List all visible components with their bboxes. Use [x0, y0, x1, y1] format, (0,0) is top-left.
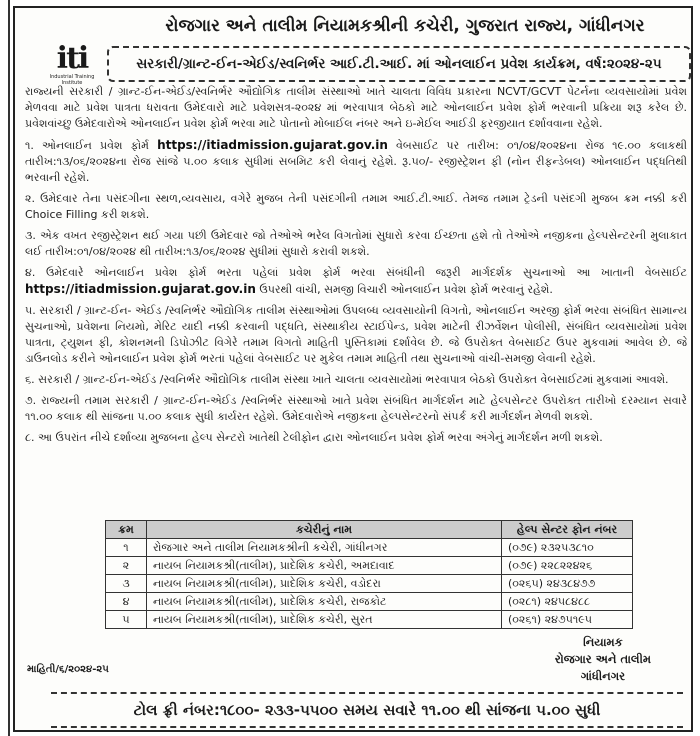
notice-point: [25, 393, 687, 425]
office-cell: નાયબ નિયામકશ્રી(તાલીમ), પ્રાદેશિક કચેરી, અમદાવાદ: [147, 557, 502, 575]
logo-mark: iti: [56, 41, 88, 76]
subtitle: સરકારી/ગ્રાન્ટ-ઈન-એઈડ/સ્વનિર્ભર આઈ.ટી.આઈ. માં ઓનલાઈન પ્રવેશ કાર્યક્રમ, વર્ષ:૨૦૨૪-૨૫: [136, 56, 662, 72]
notice-point: [25, 191, 687, 223]
iti-logo: [39, 41, 105, 86]
col-header-serial: ક્રમ: [106, 521, 147, 539]
office-cell: રોજગાર અને તાલીમ નિયામકશ્રીની કચેરી, ગાંધીનગર: [147, 539, 502, 557]
signature-block: [555, 634, 651, 685]
intro-paragraph: રાજ્યની સરકારી / ગ્રાન્ટ-ઈન-એઈડ/સ્વનિર્ભર ઔદ્યોગિક તાલીમ સંસ્થાઓ ખાતે ચાલતા વિવિધ પ્રકારના NCVT/GCVT પેટર્નના વ્યવસાયોમાં પ્રવેશ મેળવવા માટે પ્રવેશ પાત્રતા ધરાવતા ઉમેદવારો માટે પ્રવેશસત્ર-૨૦૨૪ માં ભરવાપાત્ર બેઠકો માટે ઓનલાઈન પ્રવેશ ફોર્મ ભરવાની પ્રક્રિયા શરૂ કરેલ છે. પ્રવેશવાંચ્છુ ઉમેદવારોએ ઓનલાઈન પ્રવેશ ફોર્મ ભરવા માટે પોતાનો મોબાઈલ નંબર અને ઇ-મેઈલ આઈડી ફરજીયાત દર્શાવવાના રહેશે.: [25, 85, 687, 130]
point-text-cont: વેબસાઈટ પર તારીખ: ૦૧/૦૪/૨૦૨૪ના રોજ ૧૯.૦૦ કલાકથી તારીખ:૧૩/૦૬/૨૦૨૪ના રોજ સાંજે ૫.૦૦ કલાક સુધીમાં સબમિટ કરી લેવાનું રહેશે. રૂ.૫૦/- રજીસ્ટ્રેશન ફી (નોન રીફન્ડેબલ) ઓનલાઈન પદ્ધતિથી ભરવાની રહેશે.: [25, 139, 688, 184]
logo-caption: Industrial Training Institute: [49, 74, 95, 86]
serial-cell: ૧: [106, 539, 147, 557]
serial-cell: ૨: [106, 557, 147, 575]
notice-point: [25, 137, 687, 186]
phone-cell: (૦૭૯) ૨૨૮૨૨૪૨૬: [502, 557, 633, 575]
page-title: રોજગાર અને તાલીમ નિયામકશ્રીની કચેરી, ગુજરાત રાજ્ય, ગાંધીનગર: [165, 16, 645, 36]
point-text: ૨. ઉમેદવાર તેના પસંદગીના સ્થળ,વ્યવસાય, વગેરે મુજબ તેની પસંદગીની તમામ આઈ.ટી.આઈ. તેમજ તમામ ટ્રેડની પસંદગી મુજબ ક્રમ નક્કી કરી Choice Filling કરી શકશે.: [25, 192, 687, 221]
tollfree-banner: [51, 692, 683, 728]
table-row: [106, 575, 633, 593]
phone-cell: (૦૨૮૧) ૨૪૫૮૪૮૮: [502, 593, 633, 611]
point-text: ૫. સરકારી / ગ્રાન્ટ-ઈન- એઈડ /સ્વનિર્ભર ઔદ્યોગિક તાલીમ સંસ્થાઓમાં ઉપલબ્ધ વ્યવસાયોની વિગતો, ઓનલાઈન અરજી ફોર્મ ભરવા સંબંધિત સામાન્ય સુચનાઓ, પ્રવેશના નિયમો, મેરિટ યાદી નક્કી કરવાની પદ્ધતિ, સંસ્થાકીય સ્ટાઈપેન્ડ, પ્રવેશ માટેની રીઝર્વેશન પોલીસી, સંબંધિત વ્યવસાયોમાં પ્રવેશ પાત્રતા, ટ્યુશન ફી, કોશનમની ડિપોઝીટ વિગેરે તમામ વિગતો માહિતી પુસ્તિકામાં દર્શાવેલ છે. જે ઉપરોક્ત વેબસાઈટ ઉપર મુકવામાં આવેલ છે. જે ડાઉનલોડ કરીને ઓનલાઈન પ્રવેશ ફોર્મ ભરતાં પહેલાં વેબસાઈટ પર મુકેલ તમામ માહિતી તથા સુચનાઓ વાંચી-સમજી લેવાની રહેશે.: [25, 304, 687, 365]
table-row: [106, 539, 633, 557]
helpcenter-table: [105, 520, 633, 629]
office-cell: નાયબ નિયામકશ્રી(તાલીમ), પ્રાદેશિક કચેરી, રાજકોટ: [147, 593, 502, 611]
signature-place: ગાંધીનગર: [580, 669, 626, 683]
notice-point: [25, 372, 687, 388]
serial-cell: ૪: [106, 593, 147, 611]
adjacent-column-edge: [0, 0, 10, 736]
point-text: ૭. રાજ્યની તમામ સરકારી / ગ્રાન્ટ-ઈન-એઈડ /સ્વનિર્ભર સંસ્થાઓ ખાતે પ્રવેશ સંબંધિત માર્ગદર્શન માટે હેલ્પસેન્ટર ઉપરોક્ત તારીખો દરમ્યાન સવારે ૧૧.૦૦ કલાક થી સાંજના ૫.૦૦ કલાક સુધી કાર્યરત રહેશે. ઉમેદવારોએ નજીકના હેલ્પસેન્ટરનો સંપર્ક કરી માર્ગદર્શન મેળવી શકશે.: [25, 394, 687, 423]
notice-point: [25, 430, 687, 446]
notice-point: [25, 303, 687, 367]
phone-cell: (૦૭૯) ૨૩૨૫૩૮૧૦: [502, 539, 633, 557]
office-cell: નાયબ નિયામકશ્રી(તાલીમ), પ્રાદેશિક કચેરી, સુરત: [147, 611, 502, 629]
point-text: ૩. એક વખત રજીસ્ટ્રેશન થઈ ગયા પછી ઉમેદવાર જો તેઓએ ભરેલ વિગતોમાં સુધારો કરવા ઈચ્છતા હશે તો તેઓએ નજીકના હેલ્પસેન્ટરની મુલાકાત લઈ તારીખ:૦૧/૦૪/૨૦૨૪ થી તારીખ:૧૩/૦૬/૨૦૨૪ સુધીમાં સુધારો કરાવી શકશે.: [25, 229, 687, 258]
phone-cell: (૦૨૬૫) ૨૪૩૮૪૭૭: [502, 575, 633, 593]
col-header-phone: હેલ્પ સેન્ટર ફોન નંબર: [502, 521, 633, 539]
office-cell: નાયબ નિયામકશ્રી(તાલીમ), પ્રાદેશિક કચેરી, વડોદરા: [147, 575, 502, 593]
tollfree-text: ટોલ ફ્રી નંબર:૧૮૦૦- ૨૩૩-૫૫૦૦ સમય સવારે ૧૧.૦૦ થી સાંજના ૫.૦૦ સુધી: [133, 701, 601, 719]
signature-title: નિયામક: [583, 635, 623, 649]
website-link[interactable]: https://itiadmission.gujarat.gov.in: [25, 282, 256, 296]
signature-dept: રોજગાર અને તાલીમ: [554, 652, 651, 666]
table-row: [106, 593, 633, 611]
point-text: ૪. ઉમેદવારે ઓનલાઈન પ્રવેશ ફોર્મ ભરતા પહેલાં પ્રવેશ ફોર્મ ભરવા સંબંધીની જરૂરી માર્ગદર્શક સુચનાઓ આ ખાતાની વેબસાઈટ: [25, 266, 687, 279]
subtitle-box: [107, 46, 691, 82]
website-link[interactable]: https://itiadmission.gujarat.gov.in: [157, 138, 388, 152]
point-text-cont: ઉપરથી વાંચી, સમજી વિચારી ઓનલાઈન પ્રવેશ ફોર્મ ભરવાનું રહેશે.: [255, 283, 553, 296]
reference-number: માહિતી/૬/૨૦૨૪-૨૫: [27, 664, 109, 675]
advertisement: [13, 6, 693, 732]
notice-point: [25, 265, 687, 298]
table-row: [106, 611, 633, 629]
serial-cell: ૩: [106, 575, 147, 593]
point-text: ૬. સરકારી / ગ્રાન્ટ-ઈન-એઈડ /સ્વનિર્ભર ઔદ્યોગિક તાલીમ સંસ્થા ખાતે ચાલતા વ્યવસાયોમાં ભરવાપાત્ર બેઠકો ઉપરોક્ત વેબસાઈટમાં મુકવામાં આવશે.: [25, 373, 669, 386]
table-row: [106, 557, 633, 575]
notice-body: [25, 84, 687, 451]
phone-cell: (૦૨૬૧) ૨૪૭૫૧૯૫: [502, 611, 633, 629]
point-text: ૮. આ ઉપરાંત નીચે દર્શાવ્યા મુજબના હેલ્પ સેન્ટરો ખાતેથી ટેલીફોન દ્વારા ઓનલાઈન પ્રવેશ ફોર્મ ભરવા અંગેનું માર્ગદર્શન મળી શકશે.: [25, 431, 603, 444]
serial-cell: ૫: [106, 611, 147, 629]
col-header-office: કચેરીનું નામ: [147, 521, 502, 539]
notice-point: [25, 228, 687, 260]
point-text: ૧. ઓનલાઈન પ્રવેશ ફોર્મ: [25, 139, 158, 152]
